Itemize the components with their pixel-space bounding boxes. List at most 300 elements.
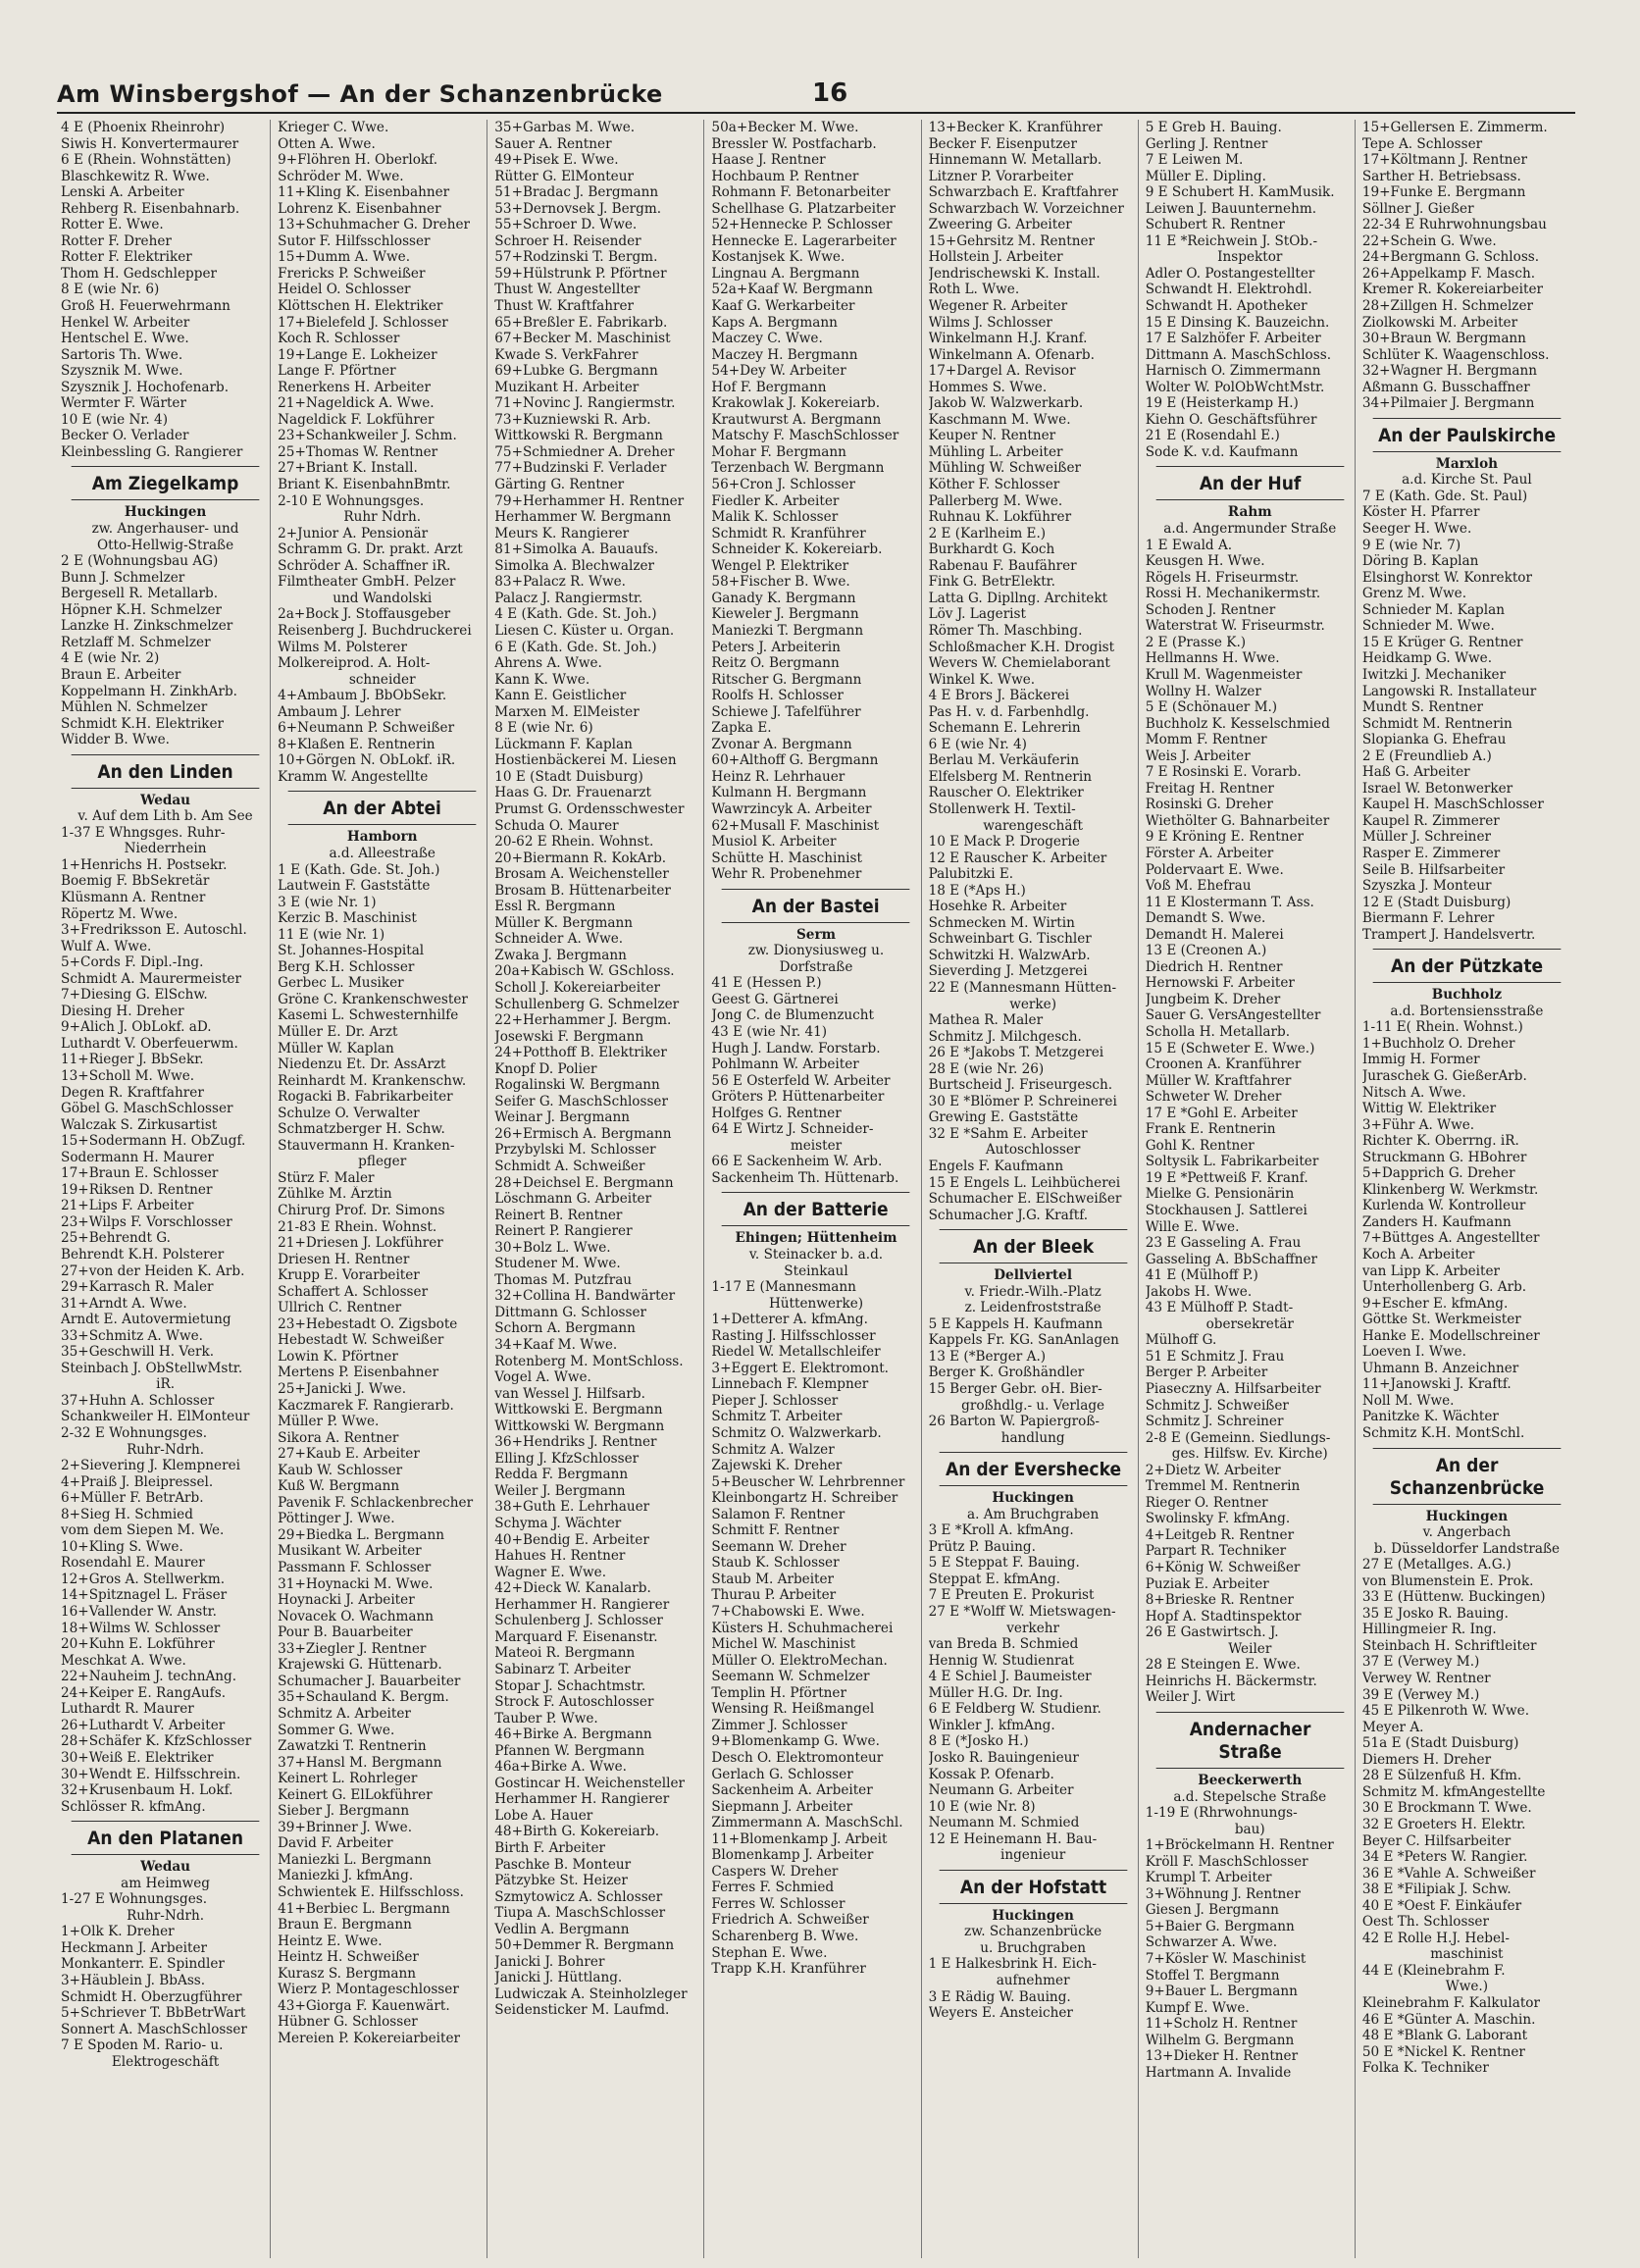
resident-entry: Gerlach G. Schlosser [711,1766,853,1782]
resident-entry: 37+Huhn A. Schlosser [61,1392,215,1409]
resident-entry: Heidkamp G. Wwe. [1361,650,1493,667]
resident-entry: 17 E *Gohl E. Arbeiter [1145,1105,1298,1121]
resident-entry: 41 E (Mülhoff P.) [1145,1267,1258,1284]
page-number: 16 [812,78,848,108]
resident-entry: Rabenau F. Baufährer [928,557,1077,574]
resident-entry: Boemig F. BbSekretär [61,873,210,890]
district-label: Ehingen; Hüttenheim [735,1230,897,1247]
resident-entry: Demandt S. Wwe. [1145,910,1266,927]
resident-entry: Ahrens A. Wwe. [494,655,602,672]
resident-entry: Schmitz K.H. MontSchl. [1361,1425,1525,1442]
resident-entry: 35+Garbas M. Wwe. [494,120,636,135]
resident-entry: Fiedler K. Arbeiter [711,492,840,509]
resident-entry: Freitag H. Rentner [1145,780,1274,797]
resident-entry: Swolinsky F. kfmAng. [1145,1511,1291,1527]
resident-entry: 36+Hendriks J. Rentner [494,1434,657,1451]
resident-entry: 32 E Groeters H. Elektr. [1361,1816,1526,1832]
resident-entry: 41+Berbiec L. Bergmann [278,1900,450,1917]
resident-entry: Wierz P. Montageschlosser [278,1982,459,1998]
resident-entry: 3+Führ A. Wwe. [1361,1116,1475,1133]
resident-entry: Krajewski G. Hüttenarb. [278,1657,442,1674]
resident-entry: 7+Büttges A. Angestellter [1361,1230,1540,1247]
district-label: Dellviertel [994,1267,1072,1284]
resident-entry: Heintz E. Wwe. [278,1933,383,1949]
resident-entry: Michel W. Maschinist [711,1636,856,1653]
resident-entry: Reitz O. Bergmann [711,655,840,672]
resident-entry: Kremer R. Kokereiarbeiter [1361,282,1544,298]
resident-entry: Sieverding J. Metzgerei [928,963,1088,980]
resident-entry: 15+Dumm A. Wwe. [278,249,411,266]
resident-entry: 5 E Greb H. Bauing. [1145,120,1282,135]
resident-entry: 31+Hoynacki M. Wwe. [278,1575,434,1592]
resident-entry: Mühling W. Schweißer [928,460,1082,477]
resident-entry: 4 E Brors J. Bäckerei [928,688,1070,704]
resident-entry: Schroer H. Reisender [494,232,641,249]
resident-entry: Neumann G. Arbeiter [928,1782,1074,1799]
resident-entry: 4 E (Kath. Gde. St. Joh.) [494,606,657,623]
resident-entry: 13+Becker K. Kranführer [928,120,1102,135]
resident-entry: Diemers H. Dreher [1361,1751,1492,1768]
resident-entry: Schmidt H. Oberzugführer [61,1988,242,2005]
resident-entry: Krieger C. Wwe. [278,120,389,135]
resident-entry: 21+Nageldick A. Wwe. [278,395,435,412]
resident-entry: Kann E. Geistlicher [494,688,627,704]
resident-entry: 21 E (Rosendahl E.) [1145,428,1280,444]
resident-entry: Pfannen W. Bergmann [494,1742,645,1759]
resident-entry: Zvonar A. Bergmann [711,736,852,752]
resident-entry: 3 E Rädig W. Bauing. [928,1988,1071,2005]
resident-entry: Schmitz T. Arbeiter [711,1409,843,1425]
street-heading: An der Paulskirche [1373,418,1562,452]
resident-entry: Rosinski G. Dreher [1145,797,1273,813]
resident-entry: Förster A. Arbeiter [1145,845,1274,861]
resident-entry: Harnisch O. Zimmermann [1145,363,1321,380]
resident-entry: Kasemi L. Schwesternhilfe [278,1007,459,1024]
resident-entry: Lenski A. Arbeiter [61,184,184,201]
resident-entry: Puziak E. Arbeiter [1145,1575,1269,1592]
resident-entry: Wolter W. PolObWchtMstr. [1145,379,1325,395]
resident-entry: Winkelmann H.J. Kranf. [928,331,1088,347]
resident-entry: Maniezki L. Bergmann [278,1851,432,1868]
street-heading: An der Hofstatt [939,1870,1127,1904]
resident-entry: Renerkens H. Arbeiter [278,379,431,395]
resident-entry: Pour B. Bauarbeiter [278,1624,413,1641]
resident-entry: Burtscheid J. Friseurgesch. [928,1077,1113,1094]
resident-entry: 9+Bauer L. Bergmann [1145,1984,1298,2000]
resident-entry: Schlüter K. Waagenschloss. [1361,346,1550,363]
resident-entry: Müller H.G. Dr. Ing. [928,1684,1063,1701]
resident-entry: Schmidt M. Rentnerin [1361,715,1512,732]
resident-entry: 32 E *Sahm E. Arbeiter [928,1125,1088,1142]
resident-entry: van Breda B. Schmied [928,1636,1079,1653]
resident-entry: Biermann F. Lehrer [1361,910,1495,927]
resident-entry: Heidel O. Schlosser [278,282,411,298]
street-heading: An den Platanen [72,1821,260,1855]
resident-entry: 43 E Mülhoff P. Stadt- [1145,1300,1294,1316]
resident-entry: Maniezki T. Bergmann [711,622,864,639]
resident-entry: 75+Schmiedner A. Dreher [494,443,675,460]
resident-entry: 11+Janowski J. Kraftf. [1361,1376,1512,1393]
resident-entry: Prütz P. Bauing. [928,1538,1036,1555]
street-note: Autoschlosser [985,1142,1081,1159]
resident-entry: Passmann F. Schlosser [278,1560,432,1576]
resident-entry: Paschke B. Monteur [494,1856,632,1873]
street-note: großhdlg.- u. Verlage [961,1397,1105,1414]
resident-entry: 39 E (Verwey M.) [1361,1686,1480,1703]
resident-entry: Staub K. Schlosser [711,1555,840,1572]
resident-entry: Wegener R. Arbeiter [928,298,1068,315]
resident-entry: Keusgen H. Wwe. [1145,553,1265,570]
street-heading: An der Schanzenbrücke [1373,1448,1562,1505]
resident-entry: Köther F. Schlosser [928,477,1060,493]
resident-entry: Winkel K. Wwe. [928,671,1036,688]
resident-entry: Wevers W. Chemielaborant [928,655,1110,672]
resident-entry: Marxen M. ElMeister [494,703,640,720]
resident-entry: Hopf A. Stadtinspektor [1145,1608,1302,1624]
resident-entry: Sommer G. Wwe. [278,1722,395,1738]
resident-entry: Desch O. Elektromonteur [711,1749,884,1766]
street-note: aufnehmer [996,1972,1070,1988]
resident-entry: 24+Bergmann G. Schloss. [1361,249,1540,266]
resident-entry: Siepmann J. Arbeiter [711,1798,853,1815]
resident-entry: 23+Hebestadt O. Zigsbote [278,1315,458,1332]
resident-entry: Richter K. Oberrng. iR. [1361,1133,1519,1150]
street-heading: Am Ziegelkamp [72,466,260,500]
resident-entry: 1-27 E Wohnungsges. [61,1891,208,1908]
resident-entry: Muzikant H. Arbeiter [494,379,640,395]
resident-entry: Weinar J. Bergmann [494,1109,630,1126]
resident-entry: 5+Dapprich G. Dreher [1361,1165,1515,1182]
resident-entry: van Lipp K. Arbeiter [1361,1263,1501,1279]
street-note: u. Bruchgraben [980,1939,1087,1956]
resident-entry: Hennig W. Studienrat [928,1652,1075,1669]
resident-entry: Schröder M. Wwe. [278,168,404,184]
district-label: Wedau [140,1859,191,1876]
resident-entry: Sieber J. Bergmann [278,1803,410,1820]
resident-entry: Schwarzbach E. Kraftfahrer [928,184,1118,201]
resident-entry: 28 E Steingen E. Wwe. [1145,1657,1301,1674]
street-note: v. Friedr.-Wilh.-Platz [964,1283,1102,1300]
resident-entry: Göbel G. MaschSchlosser [61,1101,233,1117]
resident-entry: Luthardt R. Maurer [61,1701,194,1718]
resident-entry: 3+Wöhnung J. Rentner [1145,1885,1301,1902]
resident-entry: Hinnemann W. Metallarb. [928,152,1102,169]
resident-entry: Küsters H. Schuhmacherei [711,1620,894,1636]
resident-entry: Ziolkowski M. Arbeiter [1361,314,1518,331]
resident-entry: Szmytowicz A. Schlosser [494,1888,663,1905]
resident-entry: Hernowski F. Arbeiter [1145,975,1295,992]
resident-entry: Keinert G. ElLokführer [278,1786,433,1803]
resident-entry: Schorn A. Bergmann [494,1320,636,1337]
resident-entry: Meschkat A. Wwe. [61,1652,186,1669]
resident-entry: Pätzybke St. Heizer [494,1873,628,1889]
resident-entry: Sutor F. Hilfsschlosser [278,232,431,249]
resident-entry: Sauer G. VersAngestellter [1145,1007,1321,1024]
resident-entry: Birth F. Arbeiter [494,1839,606,1856]
resident-entry: Elsinghorst W. Konrektor [1361,569,1532,586]
resident-entry: 48+Birth G. Kokereiarb. [494,1824,660,1840]
resident-entry: Ferres W. Schlosser [711,1895,846,1912]
resident-entry: Schmidt K.H. Elektriker [61,715,225,732]
resident-entry: Matschy F. MaschSchlosser [711,428,899,444]
resident-entry: 1 E Halkesbrink H. Eich- [928,1956,1097,1973]
street-note: ges. Hilfsw. Ev. Kirche) [1171,1446,1328,1463]
resident-entry: Fink G. BetrElektr. [928,574,1056,591]
district-label: Huckingen [992,1490,1074,1507]
resident-entry: Roolfs H. Schlosser [711,688,844,704]
resident-entry: Strock F. Autoschlosser [494,1694,654,1711]
resident-entry: 6 E (Rhein. Wohnstätten) [61,152,231,169]
resident-entry: Wermter F. Wärter [61,395,186,412]
resident-entry: 13+Scholl M. Wwe. [61,1067,195,1084]
resident-entry: Schröder A. Schaffner iR. [278,557,451,574]
resident-entry: Janicki J. Hüttlang. [494,1970,623,1986]
street-heading: An der Evershecke [939,1452,1127,1486]
resident-entry: Rotenberg M. MontSchloss. [494,1353,684,1369]
resident-entry: Reisenberg J. Buchdruckerei [278,622,472,639]
resident-entry: 15 E (Schweter E. Wwe.) [1145,1040,1315,1057]
resident-entry: 4+Leitgeb R. Rentner [1145,1526,1295,1543]
resident-entry: Kaczmarek F. Rangierarb. [278,1397,454,1414]
resident-entry: 50+Demmer R. Bergmann [494,1937,675,1954]
resident-entry: 19+Riksen D. Rentner [61,1181,213,1198]
resident-entry: Josko R. Bauingenieur [928,1749,1079,1766]
resident-entry: Brosam B. Hüttenarbeiter [494,882,671,899]
resident-entry: 27 E *Wolff W. Mietswagen- [928,1604,1116,1621]
resident-entry: Wittkowski W. Bergmann [494,1418,665,1434]
resident-entry: 6 E (wie Nr. 4) [928,736,1027,752]
resident-entry: Kossak P. Ofenarb. [928,1766,1054,1782]
resident-entry: Vedlin A. Bergmann [494,1921,630,1937]
resident-entry: 79+Herhammer H. Rentner [494,492,685,509]
resident-entry: Hugh J. Landw. Forstarb. [711,1040,881,1057]
resident-entry: 5 E (Schönauer M.) [1145,699,1278,716]
resident-entry: Döring B. Kaplan [1361,553,1479,570]
resident-entry: Noll M. Wwe. [1361,1392,1455,1409]
resident-entry: 37 E (Verwey M.) [1361,1654,1480,1671]
resident-entry: 6 E (Kath. Gde. St. Joh.) [494,639,657,655]
resident-entry: Scholla H. Metallarb. [1145,1023,1291,1040]
resident-entry: Seeger H. Wwe. [1361,521,1472,538]
resident-entry: Becker O. Verlader [61,428,189,444]
resident-entry: Beyer C. Hilfsarbeiter [1361,1832,1512,1849]
resident-entry: Weis J. Arbeiter [1145,747,1251,764]
resident-entry: 42+Dieck W. Kanalarb. [494,1580,651,1597]
resident-entry: 52+Hennecke P. Schlosser [711,217,893,233]
resident-entry: Novacek O. Wachmann [278,1608,434,1624]
resident-entry: 21+Lips F. Arbeiter [61,1198,194,1214]
resident-entry: Musiol K. Arbeiter [711,834,837,850]
resident-entry: Tauber P. Wwe. [494,1710,598,1727]
resident-entry: Studener M. Wwe. [494,1256,621,1272]
resident-entry: Palacz J. Rangiermstr. [494,590,643,606]
resident-entry: Hillingmeier R. Ing. [1361,1622,1497,1638]
resident-entry: 1+Buchholz O. Dreher [1361,1035,1515,1052]
resident-entry: 1-19 E (Rhrwohnungs- [1145,1805,1298,1822]
resident-entry: Wittkowski E. Bergmann [494,1402,663,1418]
resident-entry: Höpner K.H. Schmelzer [61,601,223,618]
resident-entry: 6+Neumann P. Schweißer [278,720,455,737]
resident-entry: 26+Appelkamp F. Masch. [1361,265,1536,282]
resident-entry: 33 E (Hüttenw. Buckingen) [1361,1589,1546,1606]
resident-entry: Seemann W. Schmelzer [711,1669,870,1685]
resident-entry: 8 E (wie Nr. 6) [494,720,593,737]
resident-entry: 35 E Josko R. Bauing. [1361,1605,1509,1622]
resident-entry: 25+Janicki J. Wwe. [278,1381,407,1398]
resident-entry: Hoynacki J. Arbeiter [278,1592,415,1609]
resident-entry: 12 E (Stadt Duisburg) [1361,894,1512,910]
resident-entry: Hentschel E. Wwe. [61,331,189,347]
resident-entry: Struckmann G. HBohrer [1361,1149,1527,1165]
resident-entry: Zimmer J. Schlosser [711,1717,847,1733]
resident-entry: Niedenzu Et. Dr. AssArzt [278,1057,446,1073]
resident-entry: Musikant W. Arbeiter [278,1543,422,1560]
resident-entry: Caspers W. Dreher [711,1863,839,1880]
resident-entry: 39+Brinner J. Wwe. [278,1819,413,1835]
resident-entry: Gostincar H. Weichensteller [494,1775,686,1791]
resident-entry: Rohmann F. Betonarbeiter [711,184,891,201]
resident-entry: Nitsch A. Wwe. [1361,1084,1466,1101]
resident-entry: Ambaum J. Lehrer [278,703,401,720]
resident-entry: Zwaka J. Bergmann [494,947,627,963]
resident-entry: Mohar F. Bergmann [711,443,846,460]
district-label: Marxloh [1435,455,1499,472]
resident-entry: 1+Detterer A. kfmAng. [711,1312,868,1328]
resident-entry: Szysznik M. Wwe. [61,363,183,380]
resident-entry: Engels F. Kaufmann [928,1159,1064,1174]
resident-entry: 51a E (Stadt Duisburg) [1361,1735,1519,1752]
resident-entry: Mülhoff G. [1145,1332,1217,1349]
resident-entry: Schumacher E. ElSchweißer [928,1191,1122,1208]
resident-entry: 40 E *Oest F. Einkäufer [1361,1897,1522,1914]
resident-entry: Slopianka G. Ehefrau [1361,732,1507,748]
resident-entry: Briant K. EisenbahnBmtr. [278,477,451,493]
resident-entry: Schellhase G. Platzarbeiter [711,200,896,217]
street-note: Ruhr Ndrh. [343,509,422,526]
resident-entry: Bergesell R. Metallarb. [61,586,219,602]
resident-entry: Groß H. Feuerwehrmann [61,298,231,315]
resident-entry: Schneider K. Kokereiarb. [711,541,883,558]
resident-entry: Schütte H. Maschinist [711,850,862,866]
resident-entry: Hommes S. Wwe. [928,379,1048,395]
resident-entry: 32+Wagner H. Bergmann [1361,363,1537,380]
resident-entry: Schmitz A. Arbeiter [278,1705,411,1722]
resident-entry: 30 E Brockmann T. Wwe. [1361,1800,1532,1817]
resident-entry: 7+Kösler W. Maschinist [1145,1950,1307,1967]
resident-entry: Zanders H. Kaufmann [1361,1213,1512,1230]
resident-entry: Peters J. Arbeiterin [711,639,841,655]
resident-entry: Zühlke M. Ärztin [278,1186,392,1203]
resident-entry: Folka K. Techniker [1361,2060,1489,2077]
resident-entry: Wiethölter G. Bahnarbeiter [1145,812,1330,829]
resident-entry: 5+Schriever T. BbBetrWart [61,2005,246,2022]
resident-entry: 17 E Salzhöfer F. Arbeiter [1145,331,1321,347]
resident-entry: Brosam A. Weichensteller [494,866,669,883]
resident-entry: Szysznik J. Hochofenarb. [61,379,230,395]
resident-entry: Hartmann A. Invalide [1145,2064,1292,2081]
resident-entry: 43 E (wie Nr. 41) [711,1023,828,1040]
resident-entry: 15+Sodermann H. ObZugf. [61,1133,246,1150]
resident-entry: Roth L. Wwe. [928,282,1020,298]
street-heading: An der Batterie [722,1192,910,1226]
resident-entry: Lohrenz K. Eisenbahner [278,200,441,217]
resident-entry: Schloßmacher K.H. Drogist [928,639,1115,655]
resident-entry: 42 E Rolle H.J. Hebel- [1361,1930,1510,1946]
resident-entry: 53+Dernovsek J. Bergm. [494,200,662,217]
resident-entry: Wulf A. Wwe. [61,938,152,954]
resident-entry: Tiupa A. MaschSchlosser [494,1905,666,1922]
resident-entry: Hübner G. Schlosser [278,2014,418,2031]
resident-entry: 10 E (wie Nr. 8) [928,1798,1036,1815]
resident-entry: 54+Dey W. Arbeiter [711,363,846,380]
street-note: Ruhr-Ndrh. [127,1907,205,1924]
resident-entry: 8+Brieske R. Rentner [1145,1592,1294,1609]
resident-entry: Reinert P. Rangierer [494,1223,633,1240]
resident-entry: Schiewe J. Tafelführer [711,703,861,720]
resident-entry: Wehr R. Probenehmer [711,866,862,883]
street-note: verkehr [1006,1620,1060,1636]
resident-entry: Juraschek G. GießerArb. [1361,1067,1527,1084]
resident-entry: 1-37 E Whngsges. Ruhr- [61,824,226,841]
resident-entry: Friedrich A. Schweißer [711,1912,869,1929]
resident-entry: Schmidt A. Schweißer [494,1159,645,1174]
resident-entry: Maczey H. Bergmann [711,346,858,363]
resident-entry: Winkler J. kfmAng. [928,1717,1055,1733]
resident-entry: Stopar J. Schachtmstr. [494,1677,646,1694]
resident-entry: 64 E Wirtz J. Schneider- [711,1121,874,1138]
street-note: am Heimweg [121,1875,210,1891]
resident-entry: 19 E *Pettweiß F. Kranf. [1145,1169,1308,1186]
resident-entry: Weyers E. Ansteicher [928,2005,1073,2022]
resident-entry: Zweering G. Arbeiter [928,217,1072,233]
resident-entry: 1+Olk K. Dreher [61,1924,175,1940]
resident-entry: Müller W. Kraftfahrer [1145,1072,1292,1089]
resident-entry: 26+Luthardt V. Arbeiter [61,1717,226,1733]
resident-entry: 55+Schroer D. Wwe. [494,217,638,233]
resident-entry: 24+Keiper E. RangAufs. [61,1684,227,1701]
resident-entry: Schmitz J. Milchgesch. [928,1028,1082,1045]
resident-entry: 9+Escher E. kfmAng. [1361,1295,1509,1312]
resident-entry: vom dem Siepen M. We. [61,1522,225,1539]
resident-entry: Römer Th. Maschbing. [928,622,1083,639]
resident-entry: Sauer A. Rentner [494,135,612,152]
resident-entry: Sodermann H. Maurer [61,1149,214,1165]
resident-entry: Unterhollenberg G. Arb. [1361,1279,1527,1296]
resident-entry: 57+Rodzinski T. Bergm. [494,249,658,266]
resident-entry: 18 E (*Aps H.) [928,882,1026,899]
resident-entry: Bunn J. Schmelzer [61,569,185,586]
resident-entry: Knopf D. Polier [494,1060,597,1077]
resident-entry: Schulze O. Verwalter [278,1105,420,1121]
resident-entry: Schwarzbach W. Vorzeichner [928,200,1124,217]
resident-entry: Sarther H. Betriebsass. [1361,168,1521,184]
resident-entry: 29+Karrasch R. Maler [61,1279,214,1296]
resident-entry: 7 E Spoden M. Rario- u. [61,2037,224,2054]
resident-entry: Schuda O. Maurer [494,817,619,834]
resident-entry: 49+Pisek E. Wwe. [494,152,619,169]
resident-entry: Schwandt H. Elektrohdl. [1145,282,1312,298]
resident-entry: 28 E (wie Nr. 26) [928,1060,1045,1077]
resident-entry: Rogacki B. Fabrikarbeiter [278,1089,453,1106]
district-label: Beeckerwerth [1198,1772,1303,1788]
resident-entry: 9 E Schubert H. KamMusik. [1145,184,1335,201]
street-note: bau) [1234,1821,1265,1837]
resident-entry: 5 E Kappels H. Kaufmann [928,1315,1103,1332]
resident-entry: Zimmermann A. MaschSchl. [711,1815,903,1831]
resident-entry: 22-34 E Ruhrwohnungsbau [1361,217,1547,233]
resident-entry: Behrendt K.H. Polsterer [61,1247,225,1263]
street-note: Elektrogeschäft [111,2053,220,2070]
